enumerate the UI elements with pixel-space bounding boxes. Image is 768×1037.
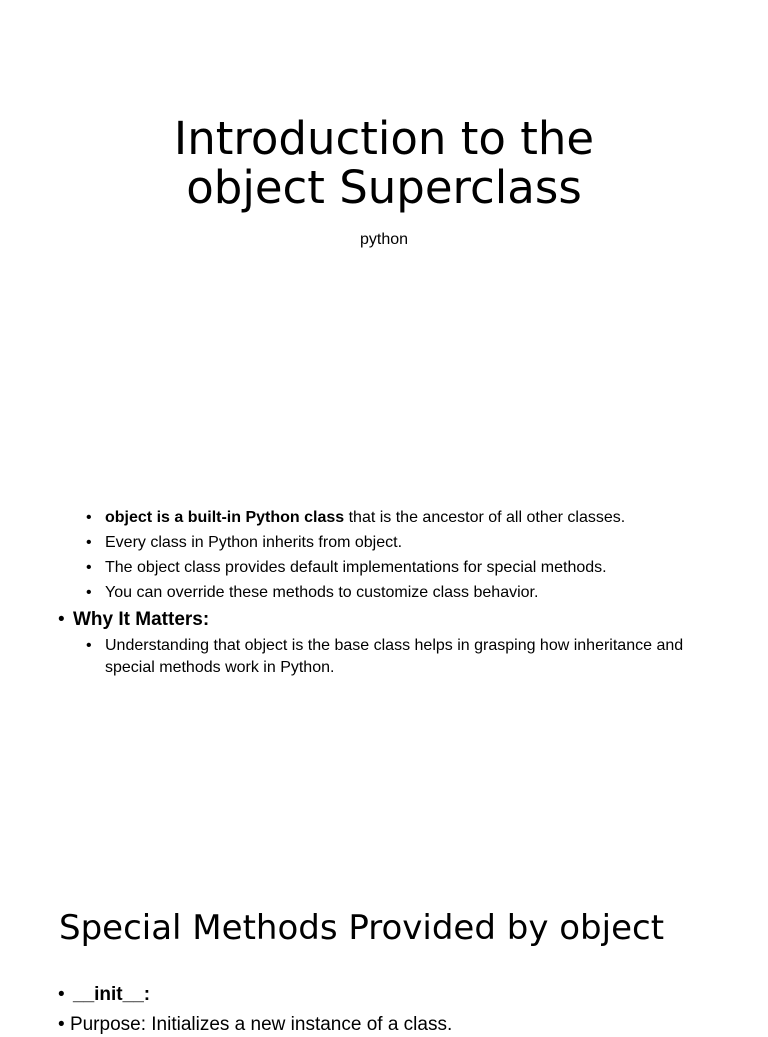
bullet-marker: • [86,534,92,551]
bullet-marker: • [86,559,92,576]
bullet-text: Understanding that object is the base class helps in grasping how inheritance and special methods work in Python. [105,637,684,676]
slide-title-line-2: object Superclass [186,161,582,214]
section-heading: Special Methods Provided by object [59,908,665,948]
list-item [0,532,768,554]
slide-subtitle: python [359,231,409,248]
list-item [0,635,768,679]
overview-bullet-list [0,507,768,682]
bullet-text: that is the ancestor of all other classes. [344,509,626,526]
why-it-matters-heading [0,608,768,632]
method-name: __init__: [73,984,151,1005]
method-purpose-label: Purpose: Initializes a new instance of a class. [69,1014,453,1035]
bullet-marker: • [58,984,65,1005]
bullet-marker: • [58,609,65,630]
list-item [0,582,768,604]
method-purpose-text [58,1013,452,1037]
bullet-bold-text: object is a built-in Python class [105,509,345,526]
bullet-marker: • [58,1014,65,1035]
bullet-marker: • [86,584,92,601]
bullet-marker: • [86,637,92,654]
bullet-text: Every class in Python inherits from object. [105,534,403,551]
list-item [0,507,768,529]
slide-title-line-1: Introduction to the [173,112,595,165]
bullet-text: You can override these methods to customize class behavior. [105,584,539,601]
bullet-text: The object class provides default implementations for special methods. [105,559,607,576]
why-it-matters-label: Why It Matters: [73,609,210,630]
bullet-marker: • [86,509,92,526]
slide-title [0,114,768,212]
list-item [0,557,768,579]
